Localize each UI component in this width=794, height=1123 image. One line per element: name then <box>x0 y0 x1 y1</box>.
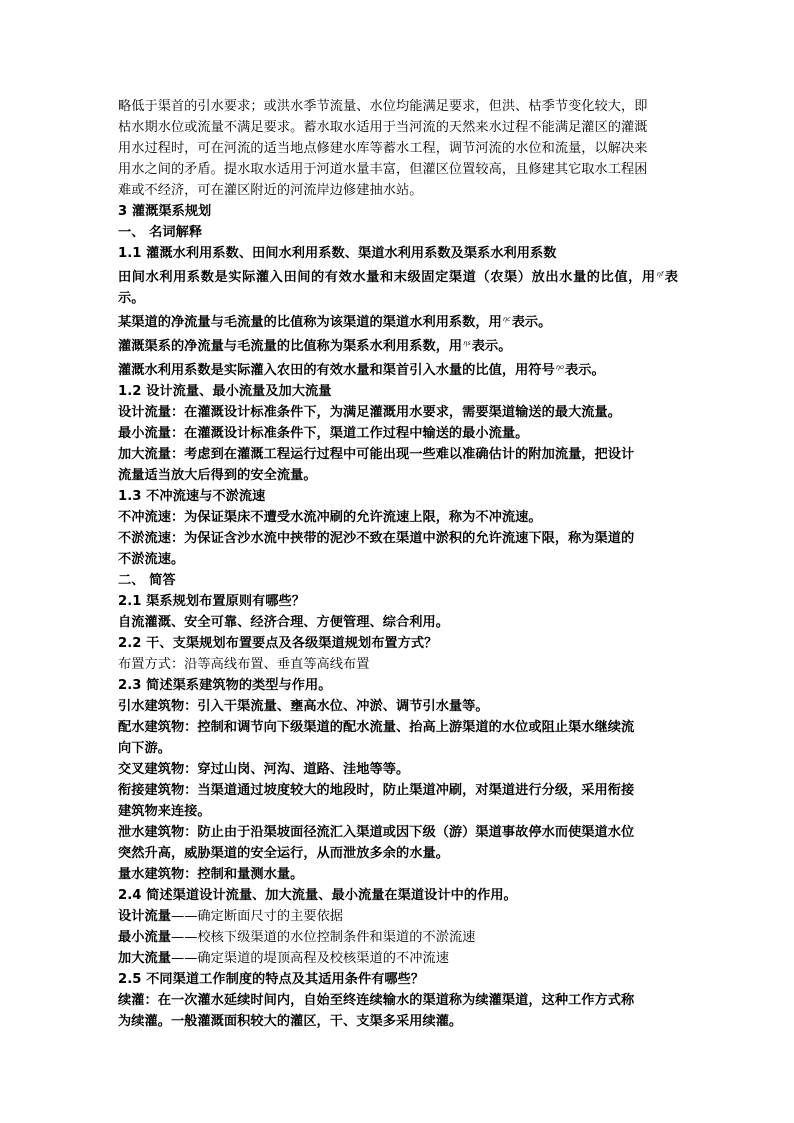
intro-line: 用水过程时，可在河流的适当地点修建水库等蓄水工程，调节河流的水位和流量，以解决来 <box>118 141 648 156</box>
term-description: ——校核下级渠道的水位控制条件和渠道的不淤流速 <box>170 930 476 945</box>
system-water-coefficient-definition <box>118 333 678 357</box>
minimum-flow-definition: 最小流量：在灌溉设计标准条件下，渠道工作过程中输送的最小流量。 <box>118 426 529 441</box>
question-2-2-heading: 2.2 干、支渠规划布置要点及各级渠道规划布置方式？ <box>118 636 438 651</box>
term-description: ——确定断面尺寸的主要依据 <box>170 909 344 924</box>
definition-text: 灌溉水利用系数是实际灌入农田的有效水量和渠首引入水量的比值，用符号 <box>118 363 555 378</box>
intro-paragraph <box>118 96 678 201</box>
document-page <box>118 96 678 1032</box>
connection-structure-answer: 建筑物来连接。 <box>118 804 211 819</box>
continuous-irrigation-answer: 为续灌。一般灌溉面积较大的灌区，干、支渠多采用续灌。 <box>118 1014 463 1029</box>
increased-flow-definition: 加大流量：考虑到在灌溉工程运行过程中可能出现一些难以准确估计的附加流量，把设计 <box>118 447 635 462</box>
non-silting-velocity-definition: 不淤流速。 <box>118 552 185 567</box>
definition-text: 灌溉渠系的净流量与毛流量的比值称为渠系水利用系数，用 <box>118 339 463 354</box>
question-2-3-heading: 2.3 简述渠系建筑物的类型与作用。 <box>118 678 332 693</box>
term-label: 最小流量 <box>118 930 171 945</box>
intake-structure-answer: 引水建筑物：引入干渠流量、壅高水位、冲淤、调节引水量等。 <box>118 699 489 714</box>
term-label: 设计流量 <box>118 909 171 924</box>
intro-line: 枯水期水位或流量不满足要求。蓄水取水适用于当河流的天然来水过程不能满足灌区的灌溉 <box>118 120 648 135</box>
definition-text: 表示。 <box>511 315 552 330</box>
connection-structure-answer: 衔接建筑物：当渠道通过坡度较大的地段时，防止渠道冲刷，对渠道进行分级，采用衔接 <box>118 783 635 798</box>
increased-flow-role <box>118 948 678 969</box>
chapter-heading: 3 灌溉渠系规划 <box>118 204 212 219</box>
question-2-5-heading: 2.5 不同渠道工作制度的特点及其适用条件有哪些？ <box>118 972 425 987</box>
crossing-structure-answer: 交叉建筑物：穿过山岗、河沟、道路、洼地等等。 <box>118 762 410 777</box>
design-flow-role <box>118 906 678 927</box>
section-1-2-heading: 1.2 设计流量、最小流量及加大流量 <box>118 384 332 399</box>
definition-text: 表示。 <box>471 339 512 354</box>
section-1-1-heading: 1.1 灌溉水利用系数、田间水利用系数、渠道水利用系数及渠系水利用系数 <box>118 246 557 261</box>
design-flow-definition: 设计流量：在灌溉设计标准条件下，为满足灌溉用水要求，需要渠道输送的最大流量。 <box>118 405 622 420</box>
increased-flow-definition: 流量适当放大后得到的安全流量。 <box>118 468 317 483</box>
distribution-structure-answer: 配水建筑物：控制和调节向下级渠道的配水流量、抬高上游渠道的水位或阻止渠水继续流 <box>118 720 635 735</box>
continuous-irrigation-answer: 续灌：在一次灌水延续时间内，自始至终连续输水的渠道称为续灌渠道，这种工作方式称 <box>118 993 635 1008</box>
question-2-1-answer: 自流灌溉、安全可靠、经济合理、方便管理、综合利用。 <box>118 615 449 630</box>
distribution-structure-answer: 向下游。 <box>118 741 171 756</box>
intro-line: 用水之间的矛盾。提水取水适用于河道水量丰富，但灌区位置较高，且修建其它取水工程困 <box>118 162 648 177</box>
irrigation-water-coefficient-definition <box>118 357 678 381</box>
coefficient-symbol: ηs <box>463 339 471 347</box>
non-silting-velocity-definition: 不淤流速：为保证含沙水流中挟带的泥沙不致在渠道中淤积的允许流速下限，称为渠道的 <box>118 531 635 546</box>
coefficient-symbol: ηc <box>502 315 511 323</box>
term-label: 加大流量 <box>118 951 171 966</box>
part-one-heading: 一、 名词解释 <box>118 225 203 240</box>
spillway-structure-answer: 泄水建筑物：防止由于沿渠坡面径流汇入渠道或因下级（游）渠道事故停水而使渠道水位 <box>118 825 635 840</box>
spillway-structure-answer: 突然升高，威胁渠道的安全运行，从而泄放多余的水量。 <box>118 846 449 861</box>
term-description: ——确定渠道的堤顶高程及校核渠道的不冲流速 <box>170 951 449 966</box>
minimum-flow-role <box>118 927 678 948</box>
intro-line: 略低于渠首的引水要求；或洪水季节流量、水位均能满足要求，但洪、枯季节变化较大，即 <box>118 99 648 114</box>
coefficient-symbol: ηf <box>656 270 664 278</box>
question-2-4-heading: 2.4 简述渠道设计流量、加大流量、最小流量在渠道设计中的作用。 <box>118 888 517 903</box>
channel-water-coefficient-definition <box>118 309 678 333</box>
part-two-heading: 二、 简答 <box>118 573 176 588</box>
definition-text: 田间水利用系数是实际灌入田间的有效水量和末级固定渠道（农渠）放出水量的比值，用 <box>118 270 656 285</box>
coefficient-symbol: ηo <box>555 363 565 371</box>
definition-text: 表示。 <box>118 270 678 306</box>
question-2-1-heading: 2.1 渠系规划布置原则有哪些？ <box>118 594 306 609</box>
definition-text: 某渠道的净流量与毛流量的比值称为该渠道的渠道水利用系数，用 <box>118 315 502 330</box>
field-water-coefficient-definition <box>118 264 678 309</box>
measuring-structure-answer: 量水建筑物：控制和量测水量。 <box>118 867 304 882</box>
non-scouring-velocity-definition: 不冲流速：为保证渠床不遭受水流冲刷的允许流速上限，称为不冲流速。 <box>118 510 542 525</box>
section-1-3-heading: 1.3 不冲流速与不淤流速 <box>118 489 266 504</box>
definition-text: 表示。 <box>565 363 605 378</box>
question-2-2-answer: 布置方式：沿等高线布置、垂直等高线布置 <box>118 657 370 672</box>
intro-line: 难或不经济，可在灌区附近的河流岸边修建抽水站。 <box>118 183 423 198</box>
